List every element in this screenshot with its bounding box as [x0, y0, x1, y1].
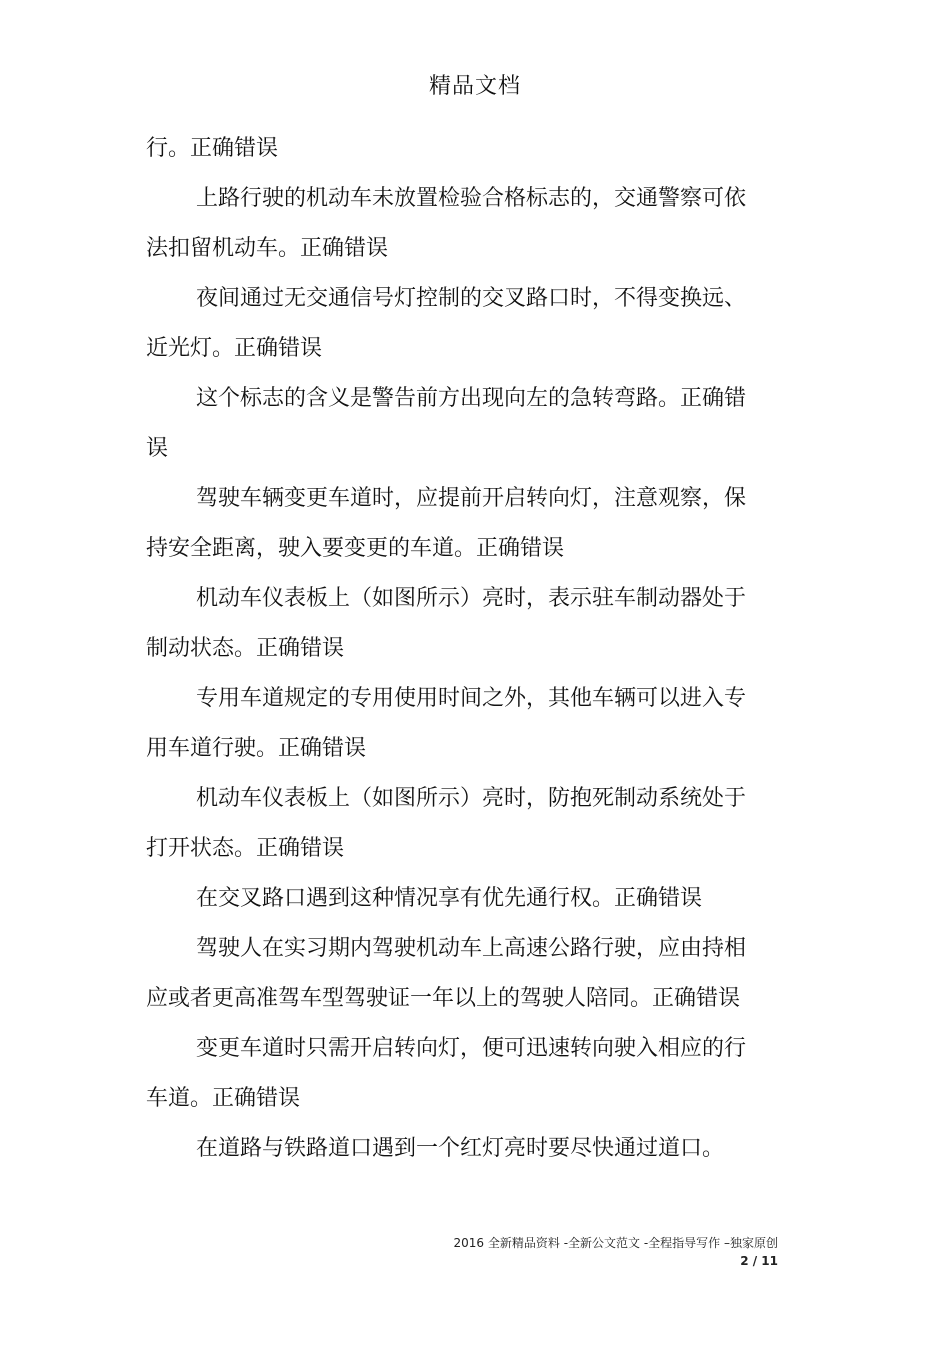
- paragraph-0: 行。正确错误: [146, 136, 279, 161]
- paragraph-11: 在道路与铁路道口遇到一个红灯亮时要尽快通过道口。: [196, 1136, 725, 1161]
- paragraph-2: 夜间通过无交通信号灯控制的交叉路口时，不得变换远、近光灯。正确错误: [146, 286, 747, 361]
- paragraph-9: 驾驶人在实习期内驾驶机动车上高速公路行驶，应由持相应或者更高准驾车型驾驶证一年以上的驾驶人陪同。正确错误: [146, 936, 747, 1011]
- document-body: [146, 124, 746, 1174]
- page-header-title: 精品文档: [428, 74, 521, 99]
- paragraph-3: 这个标志的含义是警告前方出现向左的急转弯路。正确错误: [146, 386, 747, 461]
- page-footer: [454, 1234, 778, 1270]
- paragraph-10: 变更车道时只需开启转向灯，便可迅速转向驶入相应的行车道。正确错误: [146, 1036, 747, 1111]
- paragraph-4: 驾驶车辆变更车道时，应提前开启转向灯，注意观察，保持安全距离，驶入要变更的车道。正确错误: [146, 486, 747, 561]
- paragraph-1: 上路行驶的机动车未放置检验合格标志的，交通警察可依法扣留机动车。正确错误: [146, 186, 747, 261]
- footer-tagline: 2016 全新精品资料 -全新公文范文 -全程指导写作 –独家原创: [453, 1236, 778, 1250]
- paragraph-6: 专用车道规定的专用使用时间之外，其他车辆可以进入专用车道行驶。正确错误: [146, 686, 747, 761]
- page-number: 2 / 11: [740, 1254, 778, 1268]
- paragraph-7: 机动车仪表板上（如图所示）亮时，防抱死制动系统处于打开状态。正确错误: [146, 786, 747, 861]
- paragraph-5: 机动车仪表板上（如图所示）亮时，表示驻车制动器处于制动状态。正确错误: [146, 586, 747, 661]
- paragraph-8: 在交叉路口遇到这种情况享有优先通行权。正确错误: [196, 886, 703, 911]
